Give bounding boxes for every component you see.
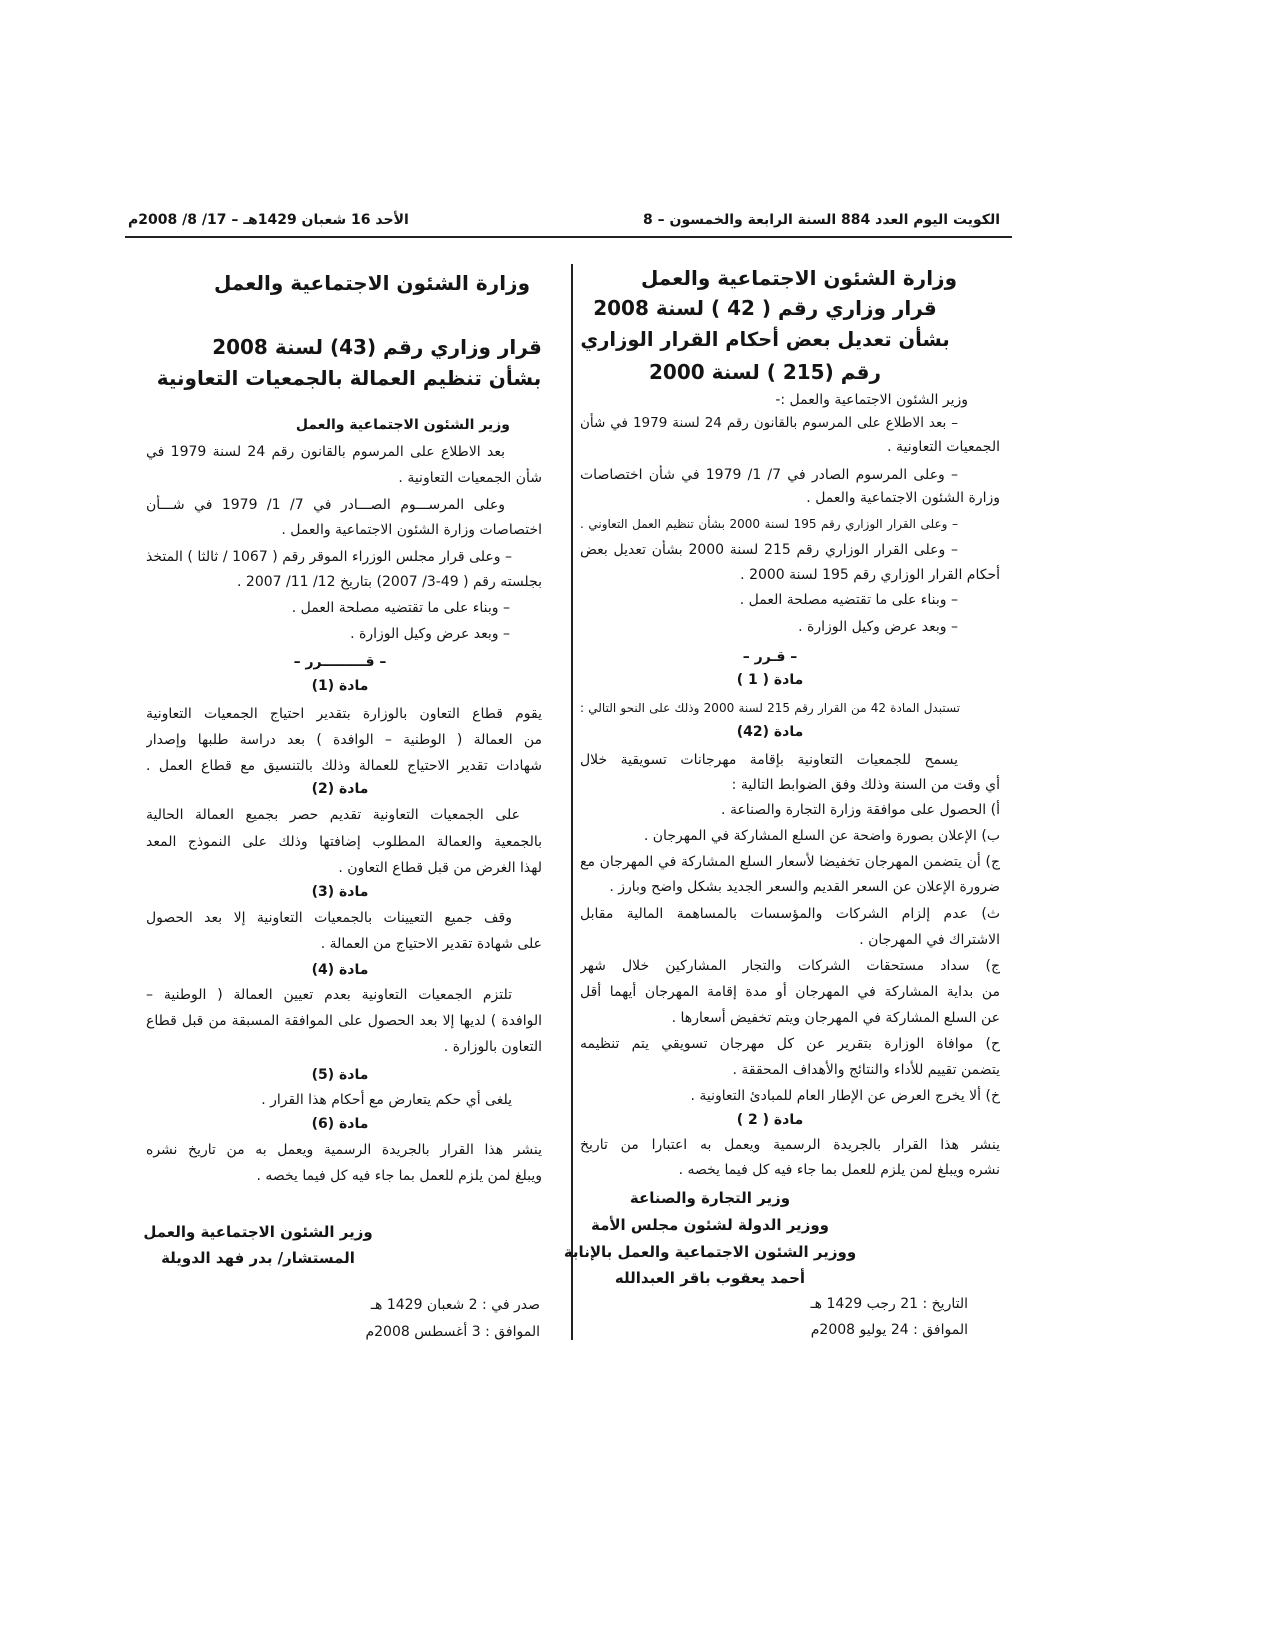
preamble-line: – وعلى قرار مجلس الوزراء الموقر رقم ( 1067 / ثالثا ) المتخذ: [146, 549, 512, 565]
preamble-line: اختصاصات وزارة الشئون الاجتماعية والعمل .: [281, 522, 542, 538]
article-heading: مادة (42): [736, 724, 804, 740]
article-text-line: أي وقت من السنة وذلك وفق الضوابط التالية :: [731, 777, 1000, 793]
preamble-line: – وعلى المرسوم الصادر في 7/ 1/ 1979 في شأن اختصاصات: [580, 467, 958, 483]
preamble-line: – بعد الاطلاع على المرسوم بالقانون رقم 24 لسنة 1979 في شأن: [580, 415, 958, 431]
preamble-line: – وبناء على ما تقتضيه مصلحة العمل .: [291, 600, 510, 616]
preamble-line: – وعلى القرار الوزاري رقم 195 لسنة 2000 بشأن تنظيم العمل التعاوني .: [580, 517, 958, 531]
signatory-title: ووزير الدولة لشئون مجلس الأمة: [591, 1216, 829, 1234]
gazette-date-header: الأحد 16 شعبان 1429هـ – 17/ 8/ 2008م: [128, 212, 409, 228]
decided-heading: – قـــــــــرر –: [293, 654, 387, 670]
article-heading: مادة ( 1 ): [736, 672, 804, 688]
article-text-line: لهذا الغرض من قبل قطاع التعاون .: [338, 860, 542, 876]
issuer-line: وزير الشئون الاجتماعية والعمل :-: [775, 392, 968, 408]
preamble-line: الجمعيات التعاونية .: [887, 439, 1000, 455]
preamble-line: بجلسته رقم ( 49-3/ 2007) بتاريخ 12/ 11/ 2007 .: [237, 574, 542, 590]
article-text-line: بالجمعية والعمالة المطلوب إضافتها وذلك على النموذج المعد: [146, 834, 542, 850]
article-text-line: يقوم قطاع التعاون بالوزارة بتقدير احتياج الجمعيات التعاونية: [146, 706, 542, 722]
article-text-line: الوافدة ) لديها إلا بعد الحصول على الموافقة المسبقة من قبل قطاع: [146, 1013, 542, 1029]
header-rule: [125, 236, 1012, 238]
article-heading: مادة (5): [311, 1067, 369, 1083]
article-text-line: ينشر هذا القرار بالجريدة الرسمية ويعمل به اعتبارا من تاريخ: [580, 1137, 1000, 1153]
issue-date-gregorian: الموافق : 24 يوليو 2008م: [810, 1322, 968, 1338]
condition-item: خ) ألا يخرج العرض عن الإطار العام للمبادئ التعاونية .: [690, 1088, 1000, 1104]
condition-item: ب) الإعلان بصورة واضحة عن السلع المشاركة في المهرجان .: [643, 828, 1000, 844]
preamble-line: – وبناء على ما تقتضيه مصلحة العمل .: [739, 592, 958, 608]
issue-date-gregorian: الموافق : 3 أغسطس 2008م: [365, 1324, 540, 1340]
preamble-line: بعد الاطلاع على المرسوم بالقانون رقم 24 لسنة 1979 في: [146, 444, 505, 460]
article-text-line: يلغى أي حكم يتعارض مع أحكام هذا القرار .: [261, 1092, 512, 1108]
decided-heading: – قـرر –: [742, 649, 798, 665]
condition-item: أ) الحصول على موافقة وزارة التجارة والصناعة .: [721, 802, 1000, 818]
decree-title: قرار وزاري رقم ( 42 ) لسنة 2008: [593, 296, 937, 320]
signatory-title: وزير الشئون الاجتماعية والعمل: [143, 1223, 373, 1241]
preamble-line: شأن الجمعيات التعاونية .: [398, 470, 542, 486]
article-text-line: التعاون بالوزارة .: [443, 1039, 542, 1055]
article-text-line: نشره ويبلغ لمن يلزم للعمل بما جاء فيه كل فيما يخصه .: [678, 1162, 1000, 1178]
preamble-line: وعلى المرســـوم الصـــادر في 7/ 1/ 1979 في شـــأن: [146, 497, 505, 513]
column-divider: [571, 264, 573, 1340]
preamble-line: وزارة الشئون الاجتماعية والعمل .: [806, 490, 1000, 506]
article-heading: مادة (4): [311, 962, 369, 978]
article-heading: مادة ( 2 ): [736, 1112, 804, 1128]
article-text-line: على الجمعيات التعاونية تقديم حصر بجميع العمالة الحالية: [146, 807, 520, 823]
issue-date: التاريخ : 21 رجب 1429 هـ: [810, 1296, 968, 1312]
condition-item: ث) عدم إلزام الشركات والمؤسسات بالمساهمة المالية مقابل: [580, 906, 1000, 922]
article-text-line: شهادات تقدير الاحتياج للعمالة وذلك بالتنسيق مع قطاع العمل .: [146, 758, 542, 774]
signatory-name: المستشار/ بدر فهد الدويلة: [161, 1249, 355, 1267]
article-text-line: يسمح للجمعيات التعاونية بإقامة مهرجانات تسويقية خلال: [580, 752, 958, 768]
article-text-line: ويبلغ لمن يلزم للعمل بما جاء فيه كل فيما يخصه .: [256, 1168, 542, 1184]
decree-title: قرار وزاري رقم (43) لسنة 2008: [212, 335, 542, 359]
condition-item: من بداية المشاركة في المهرجان أو مدة إقامة المهرجان أيهما أقل: [580, 984, 1000, 1000]
condition-item: عن السلع المشاركة في المهرجان ويتم تخفيض أسعارها .: [671, 1010, 1000, 1026]
article-text-line: وقف جميع التعيينات بالجمعيات التعاونية إلا بعد الحصول: [146, 910, 512, 926]
signatory-name: أحمد يعقوب باقر العبدالله: [614, 1269, 806, 1287]
gazette-issue-header: الكويت اليوم العدد 884 السنة الرابعة والخمسون – 8: [643, 212, 1000, 228]
article-text-line: تستبدل المادة 42 من القرار رقم 215 لسنة 2000 وذلك على النحو التالي :: [580, 701, 960, 715]
condition-item: ح) موافاة الوزارة بتقرير عن كل مهرجان تسويقي يتم تنظيمه: [580, 1036, 1000, 1052]
article-text-line: على شهادة تقدير الاحتياج من العمالة .: [320, 936, 542, 952]
preamble-line: أحكام القرار الوزاري رقم 195 لسنة 2000 .: [740, 567, 1000, 583]
article-text-line: ينشر هذا القرار بالجريدة الرسمية ويعمل به من تاريخ نشره: [146, 1142, 542, 1158]
ministry-heading: وزارة الشئون الاجتماعية والعمل: [640, 266, 957, 290]
article-text-line: من العمالة ( الوطنية – الوافدة ) بعد دراسة طلبها وإصدار: [146, 732, 542, 748]
condition-item: ج) أن يتضمن المهرجان تخفيضا لأسعار السلع المشاركة في المهرجان مع: [580, 854, 1000, 870]
preamble-line: – وعلى القرار الوزاري رقم 215 لسنة 2000 بشأن تعديل بعض: [580, 542, 958, 558]
decree-subject: بشأن تنظيم العمالة بالجمعيات التعاونية: [156, 366, 542, 390]
condition-item: الاشتراك في المهرجان .: [859, 932, 1000, 948]
issuer-line: وزير الشئون الاجتماعية والعمل: [295, 417, 510, 433]
ministry-heading: وزارة الشئون الاجتماعية والعمل: [213, 271, 530, 295]
condition-item: ضرورة الإعلان عن السعر القديم والسعر الجديد بشكل واضح وبارز .: [609, 879, 1000, 895]
article-text-line: تلتزم الجمعيات التعاونية بعدم تعيين العمالة ( الوطنية –: [146, 987, 512, 1003]
issue-date: صدر في : 2 شعبان 1429 هـ: [370, 1297, 540, 1313]
signatory-title: وزير التجارة والصناعة: [629, 1189, 791, 1207]
condition-item: يتضمن تقييم للأداء والنتائج والأهداف المحققة .: [732, 1062, 1000, 1078]
decree-subject: بشأن تعديل بعض أحكام القرار الوزاري: [580, 328, 950, 351]
article-heading: مادة (2): [311, 781, 369, 797]
signatory-title: ووزير الشئون الاجتماعية والعمل بالإنابة: [563, 1243, 857, 1261]
condition-item: ج) سداد مستحقات الشركات والتجار المشاركين خلال شهر: [580, 958, 1000, 974]
article-heading: مادة (1): [311, 678, 369, 694]
preamble-line: – وبعد عرض وكيل الوزارة .: [798, 619, 958, 635]
article-heading: مادة (6): [311, 1116, 369, 1132]
preamble-line: – وبعد عرض وكيل الوزارة .: [350, 626, 510, 642]
article-heading: مادة (3): [311, 884, 369, 900]
decree-subject: رقم (215 ) لسنة 2000: [648, 360, 881, 384]
